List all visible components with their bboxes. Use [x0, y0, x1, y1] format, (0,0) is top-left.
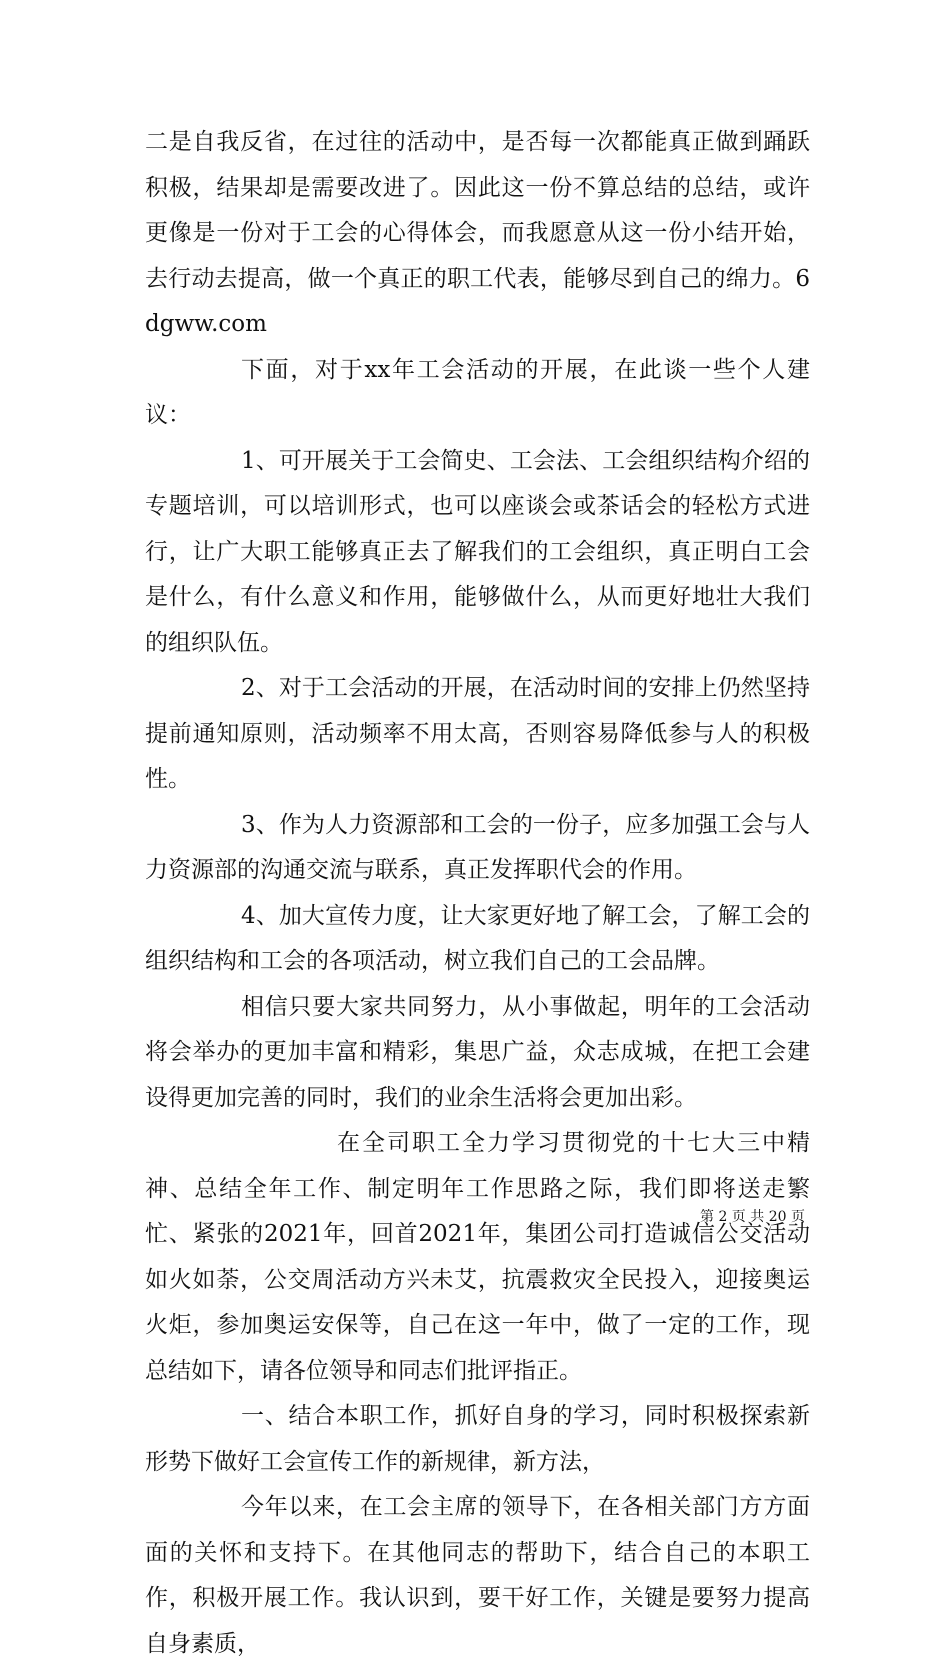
paragraph-annual-summary-intro: 在全司职工全力学习贯彻党的十七大三中精神、总结全年工作、制定明年工作思路之际，我们即将送走繁忙、紧张的2021年，回首2021年，集团公司打造诚信公交活动如火如荼，公交周活动方兴未艾，抗震救灾全民投入，迎接奥运火炬，参加奥运安保等，自己在这一年中，做了一定的工作，现总结如下，请各位领导和同志们批评指正。 — [145, 1130, 810, 1384]
paragraph-suggestion-3: 3、作为人力资源部和工会的一份子，应多加强工会与人力资源部的沟通交流与联系，真正发挥职代会的作用。 — [145, 811, 810, 883]
paragraph-section-one-body: 今年以来，在工会主席的领导下，在各相关部门方方面面的关怀和支持下。在其他同志的帮助下，结合自己的本职工作，积极开展工作。我认识到，要干好工作，关键是要努力提高自身素质， — [145, 1494, 810, 1657]
paragraph-suggestion-1: 1、可开展关于工会简史、工会法、工会组织结构介绍的专题培训，可以培训形式，也可以座谈会或茶话会的轻松方式进行，让广大职工能够真正去了解我们的工会组织，真正明白工会是什么，有什么意义和作用，能够做什么，从而更好地壮大我们的组织队伍。 — [145, 447, 810, 656]
paragraph-suggestions-intro: 下面，对于xx年工会活动的开展，在此谈一些个人建议： — [145, 356, 810, 428]
page-number-footer: 第 2 页 共 20 页 — [700, 1209, 805, 1225]
paragraph-conclusion: 相信只要大家共同努力，从小事做起，明年的工会活动将会举办的更加丰富和精彩，集思广益，众志成城，在把工会建设得更加完善的同时，我们的业余生活将会更加出彩。 — [145, 993, 810, 1111]
paragraph-self-reflection: 二是自我反省，在过往的活动中，是否每一次都能真正做到踊跃积极，结果却是需要改进了。因此这一份不算总结的总结，或许更像是一份对于工会的心得体会，而我愿意从这一份小结开始，去行动去提高，做一个真正的职工代表，能够尽到自己的绵力。6dgww.com — [145, 129, 810, 337]
paragraph-section-one-heading: 一、结合本职工作，抓好自身的学习，同时积极探索新形势下做好工会宣传工作的新规律，新方法， — [145, 1403, 810, 1475]
paragraph-suggestion-2: 2、对于工会活动的开展，在活动时间的安排上仍然坚持提前通知原则，活动频率不用太高，否则容易降低参与人的积极性。 — [145, 675, 810, 792]
document-body — [145, 120, 810, 1667]
paragraph-suggestion-4: 4、加大宣传力度，让大家更好地了解工会，了解工会的组织结构和工会的各项活动，树立我们自己的工会品牌。 — [145, 902, 810, 974]
